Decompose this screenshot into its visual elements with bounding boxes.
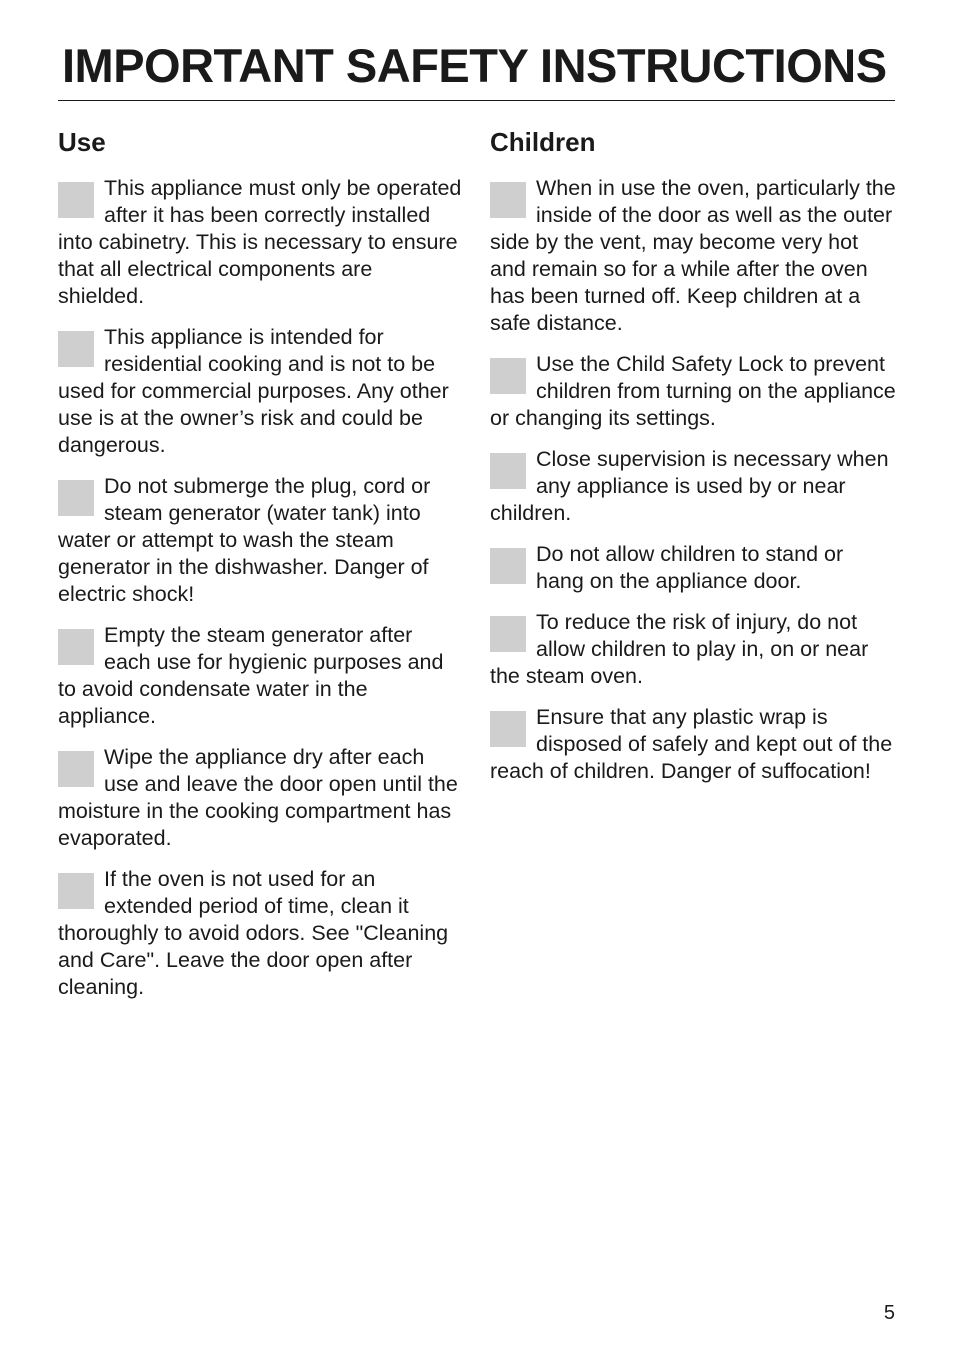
children-heading: Children [490,127,596,157]
children-item [490,175,896,337]
warning-marker-icon [58,751,94,787]
warning-marker-icon [490,711,526,747]
use-item [58,324,462,459]
title-divider [58,100,895,101]
warning-marker-icon [58,480,94,516]
children-item-text: To reduce the risk of injury, do not allow children to play in, on or near the steam oven. [490,610,869,688]
warning-marker-icon [490,616,526,652]
use-item [58,175,462,310]
use-column [58,126,462,1015]
children-item [490,541,896,595]
warning-marker-icon [58,331,94,367]
use-item [58,744,462,852]
use-item-text: This appliance must only be operated after it has been correctly installed into cabinetry. This is necessary to ensure that all electrical components are shielded. [58,176,462,308]
use-item-text: Wipe the appliance dry after each use and leave the door open until the moisture in the cooking compartment has evaporated. [58,745,458,850]
warning-marker-icon [490,548,526,584]
use-item-text: This appliance is intended for residential cooking and is not to be used for commercial purposes. Any other use is at the owner’s risk and could be dangerous. [58,325,449,457]
children-item-text: When in use the oven, particularly the inside of the door as well as the outer side by the vent, may become very hot and remain so for a while after the oven has been turned off. Keep children at a safe distance. [490,176,896,335]
children-item [490,609,896,690]
children-item [490,351,896,432]
warning-marker-icon [58,182,94,218]
use-item [58,622,462,730]
children-item [490,446,896,527]
warning-marker-icon [490,358,526,394]
children-item-text: Do not allow children to stand or hang on the appliance door. [536,542,844,593]
use-item-text: If the oven is not used for an extended period of time, clean it thoroughly to avoid odors. See "Cleaning and Care". Leave the door open after cleaning. [58,867,449,999]
children-item [490,704,896,785]
warning-marker-icon [58,873,94,909]
warning-marker-icon [490,453,526,489]
children-item-text: Close supervision is necessary when any appliance is used by or near children. [490,447,889,525]
children-column [490,126,896,799]
use-item-text: Empty the steam generator after each use for hygienic purposes and to avoid condensate water in the appliance. [58,623,444,728]
use-heading: Use [58,127,106,157]
children-item-text: Use the Child Safety Lock to prevent children from turning on the appliance or changing its settings. [490,352,896,430]
use-item [58,473,462,608]
children-item-text: Ensure that any plastic wrap is disposed of safely and kept out of the reach of children. Danger of suffocation! [490,705,893,783]
page-number: 5 [883,1302,895,1324]
page-title: IMPORTANT SAFETY INSTRUCTIONS [62,39,887,92]
use-item [58,866,462,1001]
use-item-text: Do not submerge the plug, cord or steam generator (water tank) into water or attempt to wash the steam generator in the dishwasher. Danger of electric shock! [58,474,431,606]
warning-marker-icon [490,182,526,218]
warning-marker-icon [58,629,94,665]
